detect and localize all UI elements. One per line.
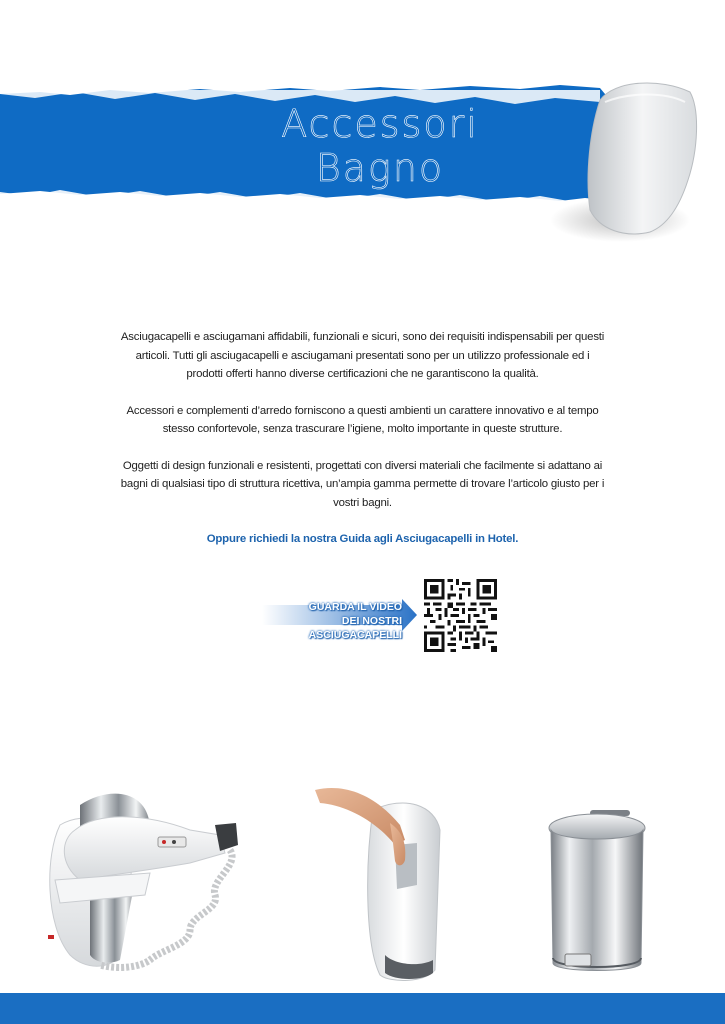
video-label-line-2: DEI NOSTRI ASCIUGACAPELLI <box>308 615 402 641</box>
video-link[interactable] <box>262 600 402 642</box>
title-line-2: Bagno <box>315 146 445 190</box>
qr-code-icon[interactable] <box>424 579 497 652</box>
intro-text <box>120 328 605 567</box>
video-label-line-1: GUARDA IL VIDEO <box>308 601 402 613</box>
intro-paragraph-3: Oggetti di design funzionali e resistenti, progettati con diversi materiali che facilmente si adattano ai bagni di qualsiasi tipo di struttura ricettiva, un’ampia gamma permette di trovare l’articolo giusto per i vostri bagni. <box>120 459 605 509</box>
footer-bar <box>0 993 725 1024</box>
title-line-1: Accessori <box>281 102 479 146</box>
page-title <box>150 102 610 190</box>
hand-dryer-image <box>305 785 445 985</box>
guide-request-link[interactable]: Oppure richiedi la nostra Guida agli Asciugacapelli in Hotel. <box>206 533 519 545</box>
intro-paragraph-1: Asciugacapelli e asciugamani affidabili, funzionali e sicuri, sono dei requisiti indispensabili per questi articoli. Tutti gli asciugacapelli e asciugamani presentati sono per un utilizzo professionale ed i prodotti offerti hanno diverse certificazioni che ne garantiscono la qualità. <box>120 331 605 380</box>
pedal-bin-image <box>545 808 655 978</box>
hair-dryer-image <box>40 785 240 980</box>
intro-paragraph-2: Accessori e complementi d’arredo forniscono a questi ambienti un carattere innovativo e al tempo stesso confortevole, senza trascurare l’igiene, molto importante in queste strutture. <box>126 404 599 435</box>
